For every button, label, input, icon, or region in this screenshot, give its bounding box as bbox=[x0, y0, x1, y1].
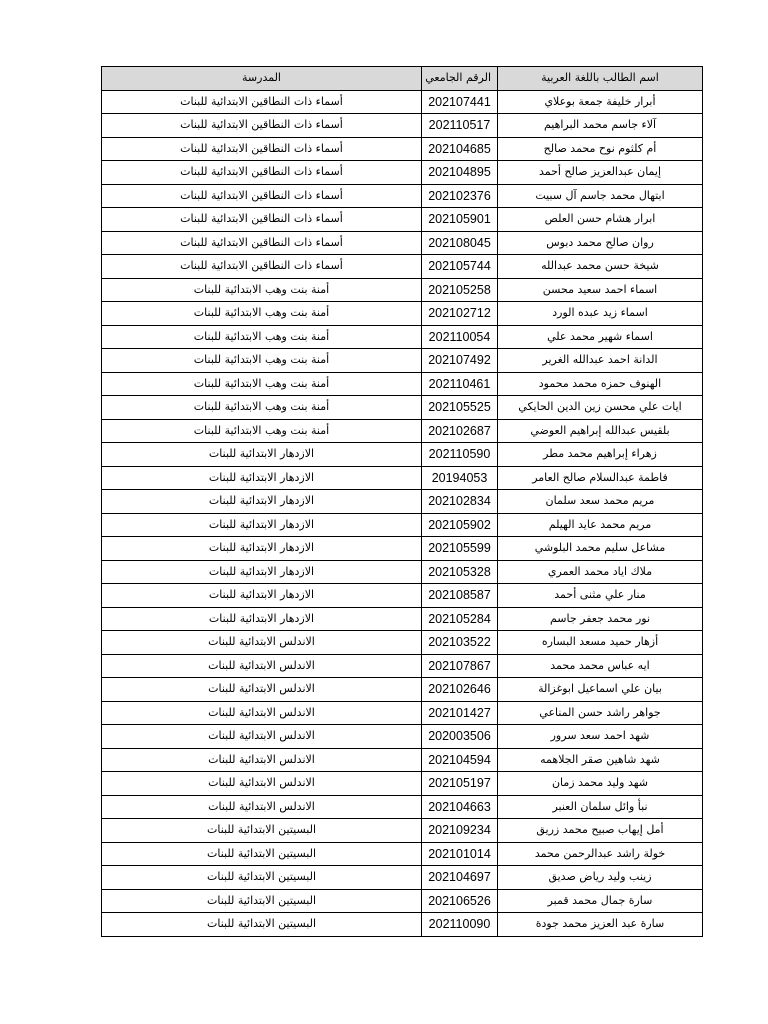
school-cell: الاندلس الابتدائية للبنات bbox=[102, 725, 422, 749]
school-cell: أسماء ذات النطاقين الابتدائية للبنات bbox=[102, 231, 422, 255]
table-row bbox=[102, 184, 703, 208]
student-name-cell: أمل إيهاب صبيح محمد زريق bbox=[498, 819, 703, 843]
university-id-cell: 202104663 bbox=[422, 795, 498, 819]
table-row bbox=[102, 419, 703, 443]
table-row bbox=[102, 372, 703, 396]
school-cell: أمنة بنت وهب الابتدائية للبنات bbox=[102, 325, 422, 349]
school-cell: أسماء ذات النطاقين الابتدائية للبنات bbox=[102, 255, 422, 279]
university-id-cell: 202107492 bbox=[422, 349, 498, 373]
school-cell: أمنة بنت وهب الابتدائية للبنات bbox=[102, 396, 422, 420]
table-row bbox=[102, 889, 703, 913]
student-name-cell: أبرار خليفة جمعة بوعلاي bbox=[498, 90, 703, 114]
table-row bbox=[102, 654, 703, 678]
school-cell: أسماء ذات النطاقين الابتدائية للبنات bbox=[102, 184, 422, 208]
school-cell: البسيتين الابتدائية للبنات bbox=[102, 889, 422, 913]
school-cell: البسيتين الابتدائية للبنات bbox=[102, 819, 422, 843]
school-cell: الاندلس الابتدائية للبنات bbox=[102, 795, 422, 819]
table-row bbox=[102, 443, 703, 467]
student-name-cell: ايات علي محسن زين الدين الحايكي bbox=[498, 396, 703, 420]
table-row bbox=[102, 114, 703, 138]
school-cell: الازدهار الابتدائية للبنات bbox=[102, 466, 422, 490]
school-cell: الاندلس الابتدائية للبنات bbox=[102, 678, 422, 702]
student-name-cell: زهراء إبراهيم محمد مطر bbox=[498, 443, 703, 467]
school-cell: أمنة بنت وهب الابتدائية للبنات bbox=[102, 372, 422, 396]
school-cell: أمنة بنت وهب الابتدائية للبنات bbox=[102, 419, 422, 443]
school-cell: الاندلس الابتدائية للبنات bbox=[102, 654, 422, 678]
university-id-cell: 202110461 bbox=[422, 372, 498, 396]
student-name-cell: أم كلثوم نوح محمد صالح bbox=[498, 137, 703, 161]
table-row bbox=[102, 490, 703, 514]
school-cell: الازدهار الابتدائية للبنات bbox=[102, 607, 422, 631]
student-name-cell: ابتهال محمد جاسم آل سبيت bbox=[498, 184, 703, 208]
student-name-cell: بلقيس عبدالله إبراهيم العوضي bbox=[498, 419, 703, 443]
table-row bbox=[102, 137, 703, 161]
school-cell: الازدهار الابتدائية للبنات bbox=[102, 584, 422, 608]
school-cell: البسيتين الابتدائية للبنات bbox=[102, 913, 422, 937]
school-cell: أسماء ذات النطاقين الابتدائية للبنات bbox=[102, 90, 422, 114]
student-name-cell: ابرار هشام حسن العلص bbox=[498, 208, 703, 232]
student-name-cell: روان صالح محمد دبوس bbox=[498, 231, 703, 255]
header-student-name: اسم الطالب باللغة العربية bbox=[498, 67, 703, 91]
school-cell: الازدهار الابتدائية للبنات bbox=[102, 537, 422, 561]
university-id-cell: 202105599 bbox=[422, 537, 498, 561]
school-cell: أسماء ذات النطاقين الابتدائية للبنات bbox=[102, 161, 422, 185]
university-id-cell: 202102646 bbox=[422, 678, 498, 702]
student-name-cell: شهد احمد سعد سرور bbox=[498, 725, 703, 749]
table-row bbox=[102, 631, 703, 655]
student-name-cell: شهد وليد محمد زمان bbox=[498, 772, 703, 796]
student-name-cell: الهنوف حمزه محمد محمود bbox=[498, 372, 703, 396]
table-row bbox=[102, 325, 703, 349]
school-cell: أمنة بنت وهب الابتدائية للبنات bbox=[102, 349, 422, 373]
table-row bbox=[102, 537, 703, 561]
university-id-cell: 202106526 bbox=[422, 889, 498, 913]
student-name-cell: إيمان عبدالعزيز صالح أحمد bbox=[498, 161, 703, 185]
university-id-cell: 202108587 bbox=[422, 584, 498, 608]
university-id-cell: 202110054 bbox=[422, 325, 498, 349]
student-name-cell: فاطمة عبدالسلام صالح العامر bbox=[498, 466, 703, 490]
table-row bbox=[102, 866, 703, 890]
school-cell: البسيتين الابتدائية للبنات bbox=[102, 842, 422, 866]
table-header-row bbox=[102, 67, 703, 91]
university-id-cell: 202104895 bbox=[422, 161, 498, 185]
university-id-cell: 202104685 bbox=[422, 137, 498, 161]
student-name-cell: مريم محمد عايد الهيلم bbox=[498, 513, 703, 537]
student-name-cell: نور محمد جعفر جاسم bbox=[498, 607, 703, 631]
student-name-cell: أزهار حميد مسعد البساره bbox=[498, 631, 703, 655]
student-name-cell: بيان علي اسماعيل ابوغزالة bbox=[498, 678, 703, 702]
student-name-cell: خولة راشد عبدالرحمن محمد bbox=[498, 842, 703, 866]
student-name-cell: اسماء شهير محمد علي bbox=[498, 325, 703, 349]
school-cell: الازدهار الابتدائية للبنات bbox=[102, 490, 422, 514]
student-name-cell: منار علي مثنى أحمد bbox=[498, 584, 703, 608]
table-row bbox=[102, 466, 703, 490]
table-row bbox=[102, 349, 703, 373]
school-cell: الازدهار الابتدائية للبنات bbox=[102, 443, 422, 467]
university-id-cell: 202107867 bbox=[422, 654, 498, 678]
university-id-cell: 202105902 bbox=[422, 513, 498, 537]
student-table bbox=[101, 66, 703, 937]
school-cell: الاندلس الابتدائية للبنات bbox=[102, 772, 422, 796]
table-row bbox=[102, 772, 703, 796]
table-row bbox=[102, 560, 703, 584]
university-id-cell: 202107441 bbox=[422, 90, 498, 114]
university-id-cell: 202108045 bbox=[422, 231, 498, 255]
student-name-cell: شهد شاهين صقر الجلاهمه bbox=[498, 748, 703, 772]
table-row bbox=[102, 913, 703, 937]
student-name-cell: ملاك اياد محمد العمري bbox=[498, 560, 703, 584]
school-cell: الازدهار الابتدائية للبنات bbox=[102, 513, 422, 537]
student-table-container bbox=[102, 66, 703, 937]
school-cell: أسماء ذات النطاقين الابتدائية للبنات bbox=[102, 137, 422, 161]
university-id-cell: 202105901 bbox=[422, 208, 498, 232]
student-name-cell: اسماء زيد عبده الورد bbox=[498, 302, 703, 326]
student-name-cell: شيخة حسن محمد عبدالله bbox=[498, 255, 703, 279]
university-id-cell: 202105258 bbox=[422, 278, 498, 302]
table-row bbox=[102, 396, 703, 420]
table-row bbox=[102, 795, 703, 819]
student-name-cell: الدانة احمد عبدالله الغرير bbox=[498, 349, 703, 373]
table-row bbox=[102, 255, 703, 279]
student-name-cell: ايه عباس محمد محمد bbox=[498, 654, 703, 678]
university-id-cell: 202103522 bbox=[422, 631, 498, 655]
school-cell: الاندلس الابتدائية للبنات bbox=[102, 748, 422, 772]
table-row bbox=[102, 842, 703, 866]
university-id-cell: 202102376 bbox=[422, 184, 498, 208]
student-name-cell: سارة عبد العزيز محمد جودة bbox=[498, 913, 703, 937]
university-id-cell: 202105744 bbox=[422, 255, 498, 279]
university-id-cell: 202102687 bbox=[422, 419, 498, 443]
table-row bbox=[102, 513, 703, 537]
student-name-cell: آلاء جاسم محمد البراهيم bbox=[498, 114, 703, 138]
school-cell: أمنة بنت وهب الابتدائية للبنات bbox=[102, 302, 422, 326]
student-name-cell: مشاعل سليم محمد البلوشي bbox=[498, 537, 703, 561]
table-row bbox=[102, 90, 703, 114]
university-id-cell: 202110090 bbox=[422, 913, 498, 937]
school-cell: الاندلس الابتدائية للبنات bbox=[102, 631, 422, 655]
school-cell: أسماء ذات النطاقين الابتدائية للبنات bbox=[102, 208, 422, 232]
student-name-cell: نبأ وائل سلمان العنبر bbox=[498, 795, 703, 819]
header-school: المدرسة bbox=[102, 67, 422, 91]
university-id-cell: 202110590 bbox=[422, 443, 498, 467]
university-id-cell: 202003506 bbox=[422, 725, 498, 749]
university-id-cell: 202101427 bbox=[422, 701, 498, 725]
university-id-cell: 202105525 bbox=[422, 396, 498, 420]
table-row bbox=[102, 748, 703, 772]
university-id-cell: 202102834 bbox=[422, 490, 498, 514]
table-row bbox=[102, 278, 703, 302]
student-name-cell: سارة جمال محمد قمبر bbox=[498, 889, 703, 913]
university-id-cell: 202104697 bbox=[422, 866, 498, 890]
student-name-cell: جواهر راشد حسن المناعي bbox=[498, 701, 703, 725]
table-row bbox=[102, 584, 703, 608]
university-id-cell: 202105197 bbox=[422, 772, 498, 796]
university-id-cell: 202104594 bbox=[422, 748, 498, 772]
table-row bbox=[102, 701, 703, 725]
table-row bbox=[102, 302, 703, 326]
school-cell: الازدهار الابتدائية للبنات bbox=[102, 560, 422, 584]
school-cell: أمنة بنت وهب الابتدائية للبنات bbox=[102, 278, 422, 302]
student-name-cell: اسماء احمد سعيد محسن bbox=[498, 278, 703, 302]
school-cell: أسماء ذات النطاقين الابتدائية للبنات bbox=[102, 114, 422, 138]
university-id-cell: 202105284 bbox=[422, 607, 498, 631]
table-row bbox=[102, 607, 703, 631]
table-row bbox=[102, 819, 703, 843]
table-row bbox=[102, 208, 703, 232]
table-row bbox=[102, 161, 703, 185]
university-id-cell: 202102712 bbox=[422, 302, 498, 326]
table-row bbox=[102, 725, 703, 749]
header-university-id: الرقم الجامعي bbox=[422, 67, 498, 91]
school-cell: الاندلس الابتدائية للبنات bbox=[102, 701, 422, 725]
university-id-cell: 202101014 bbox=[422, 842, 498, 866]
table-body bbox=[102, 90, 703, 936]
student-name-cell: مريم محمد سعد سلمان bbox=[498, 490, 703, 514]
university-id-cell: 20194053 bbox=[422, 466, 498, 490]
table-row bbox=[102, 678, 703, 702]
university-id-cell: 202109234 bbox=[422, 819, 498, 843]
school-cell: البسيتين الابتدائية للبنات bbox=[102, 866, 422, 890]
university-id-cell: 202110517 bbox=[422, 114, 498, 138]
student-name-cell: زينب وليد رياض صديق bbox=[498, 866, 703, 890]
table-row bbox=[102, 231, 703, 255]
university-id-cell: 202105328 bbox=[422, 560, 498, 584]
